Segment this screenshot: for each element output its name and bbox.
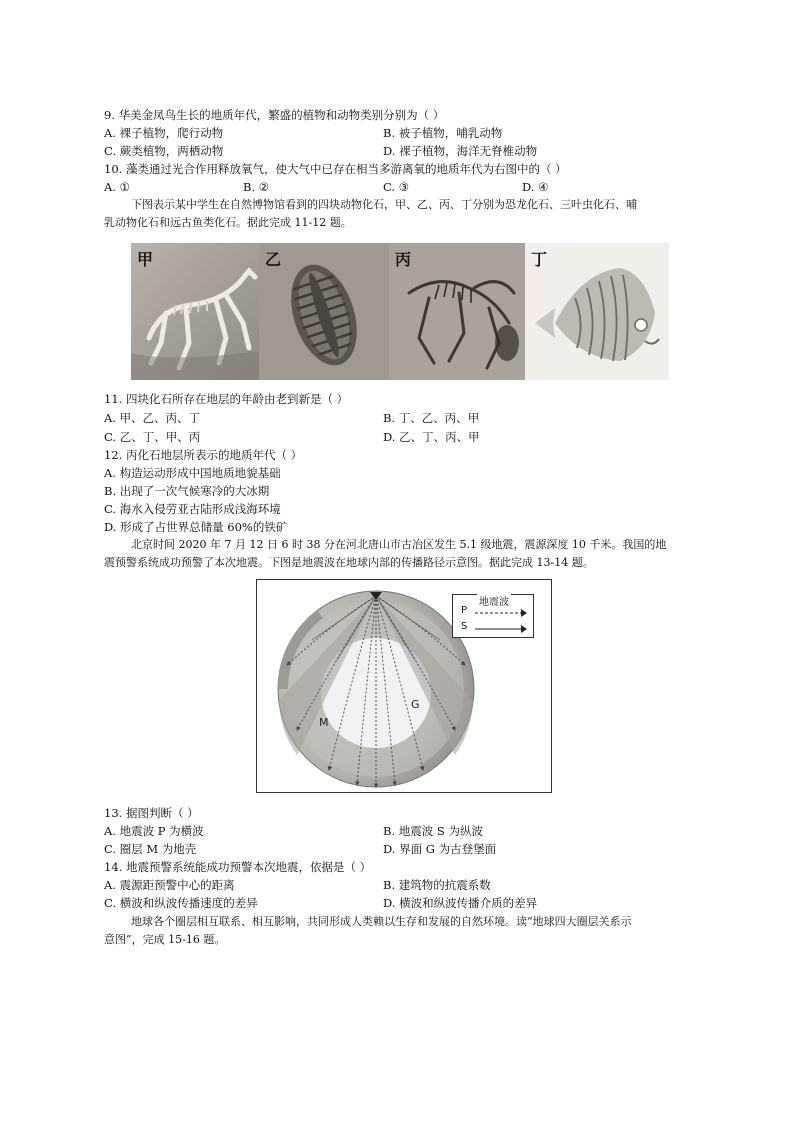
q11-stem: 11. 四块化石所存在地层的年龄由老到新是（ ）: [104, 392, 349, 406]
fossil-jia-dinosaur: [131, 243, 259, 380]
q13-stem: 13. 据图判断（ ）: [104, 806, 199, 820]
fossil-photo-strip: [131, 243, 669, 380]
q12-option-c: C. 海水入侵劳亚古陆形成浅海环境: [104, 502, 281, 516]
legend-p-dashed-arrow: [475, 609, 527, 617]
q10-stem: 10. 藻类通过光合作用释放氧气，使大气中已存在相当多游离氧的地质年代为右图中的（ ）: [104, 162, 567, 176]
q13-option-d: D. 界面 G 为古登堡面: [383, 842, 497, 856]
intro-11-12-line2: 乳动物化石和远古鱼类化石。据此完成 11-12 题。: [104, 216, 352, 229]
q12-option-d: D. 形成了占世界总储量 60%的铁矿: [104, 520, 288, 534]
q10-option-b: B. ②: [243, 180, 270, 194]
q9-option-b: B. 被子植物，哺乳动物: [383, 126, 503, 140]
intro-15-16-line2: 意图”，完成 15-16 题。: [104, 933, 226, 946]
q9-option-c: C. 蕨类植物，两栖动物: [104, 144, 224, 158]
q9-stem: 9. 华美金凤鸟生长的地质年代，繁盛的植物和动物类别分别为（ ）: [104, 108, 445, 122]
q9-option-d: D. 裸子植物，海洋无脊椎动物: [383, 144, 538, 158]
fossil-label-yi: 乙: [265, 250, 282, 269]
q14-option-c: C. 横波和纵波传播速度的差异: [104, 896, 258, 910]
q11-option-a: A. 甲、乙、丙、丁: [104, 411, 201, 425]
q13-option-c: C. 圈层 M 为地壳: [104, 842, 197, 856]
fossil-label-jia: 甲: [137, 250, 154, 269]
fossil-bing-mammal: [389, 243, 525, 380]
fossil-label-ding: 丁: [531, 250, 548, 269]
q13-option-a: A. 地震波 P 为横波: [104, 824, 204, 838]
q10-option-a: A. ①: [104, 180, 130, 194]
interface-label-g: G: [411, 698, 420, 711]
q14-option-b: B. 建筑物的抗震系数: [383, 878, 491, 892]
legend-p-label: P: [461, 605, 468, 616]
q14-stem: 14. 地震预警系统能成功预警本次地震，依据是（ ）: [104, 860, 372, 874]
intro-15-16-line1: 地球各个圈层相互联系、相互影响，共同形成人类赖以生存和发展的自然环境。读“地球四大圈层关系示: [131, 915, 632, 928]
legend-s-label: S: [461, 621, 468, 632]
intro-13-14-line2: 震预警系统成功预警了本次地震。下图是地震波在地球内部的传播路径示意图。据此完成 13-14 题。: [104, 556, 594, 569]
q10-option-d: D. ④: [522, 180, 549, 194]
q14-option-d: D. 横波和纵波传播介质的差异: [383, 896, 538, 910]
fossil-yi-trilobite: [259, 243, 389, 380]
q12-option-a: A. 构造运动形成中国地质地貌基础: [104, 466, 281, 480]
layer-label-m: M: [319, 716, 329, 729]
q9-option-a: A. 裸子植物，爬行动物: [104, 126, 224, 140]
q11-option-d: D. 乙、丁、丙、甲: [383, 430, 480, 444]
fossil-label-bing: 丙: [395, 250, 412, 269]
q11-option-c: C. 乙、丁、甲、丙: [104, 430, 201, 444]
q11-option-b: B. 丁、乙、丙、甲: [383, 411, 480, 425]
q10-option-c: C. ③: [383, 180, 410, 194]
intro-13-14-line1: 北京时间 2020 年 7 月 12 日 6 时 38 分在河北唐山市古冶区发生 5.1 级地震，震源深度 10 千米。我国的地: [131, 538, 667, 551]
fossil-ding-fish: [525, 243, 669, 380]
wave-legend: [452, 594, 534, 638]
q14-option-a: A. 震源距预警中心的距离: [104, 878, 235, 892]
intro-11-12-line1: 下图表示某中学生在自然博物馆看到的四块动物化石，甲、乙、丙、丁分别为恐龙化石、三叶虫化石、哺: [131, 198, 637, 211]
legend-title: 地震波: [477, 593, 511, 608]
q12-stem: 12. 丙化石地层所表示的地质年代（ ）: [104, 448, 303, 462]
q12-option-b: B. 出现了一次气候寒冷的大冰期: [104, 484, 270, 498]
q13-option-b: B. 地震波 S 为纵波: [383, 824, 483, 838]
legend-s-solid-arrow: [475, 625, 527, 633]
